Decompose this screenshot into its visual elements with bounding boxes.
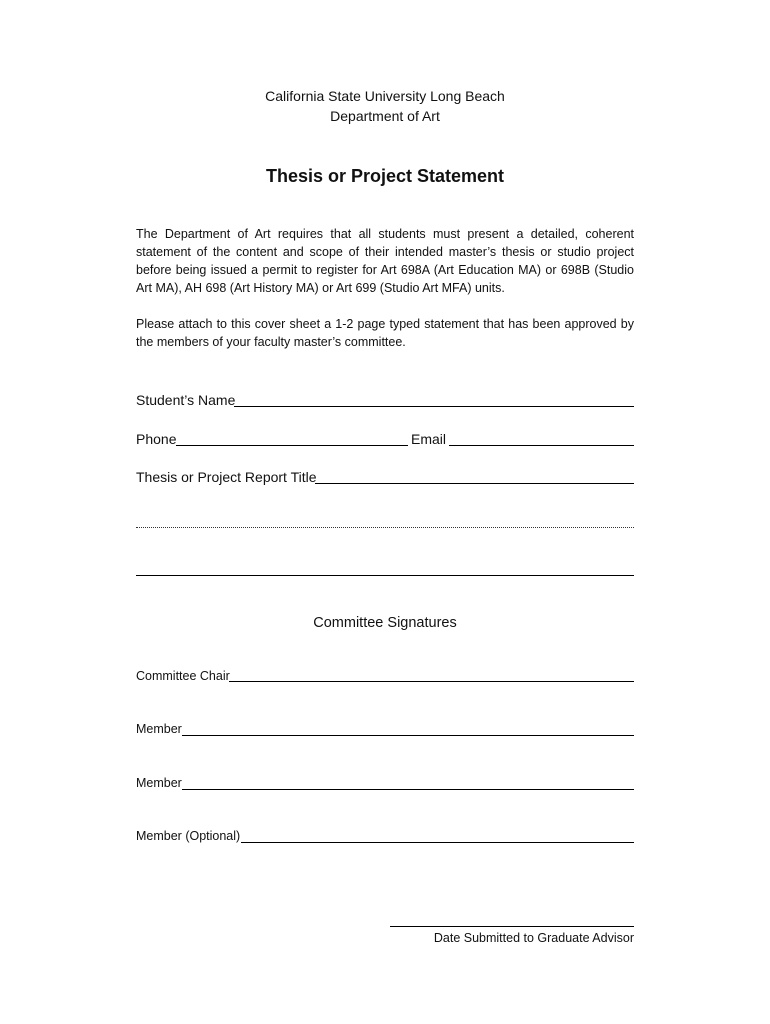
committee-heading: Committee Signatures bbox=[313, 615, 457, 631]
page-title: Thesis or Project Statement bbox=[265, 166, 505, 186]
date-submitted-label: Date Submitted to Graduate Advisor bbox=[433, 931, 634, 945]
department-name: Department of Art bbox=[330, 108, 440, 124]
member-optional-label: Member (Optional) bbox=[136, 829, 241, 843]
intro-paragraph: The Department of Art requires that all students must present a detailed, coherent statement of the content and scope of their intended master’s thesis or studio project before being issued a permit to register for Art 698A (Art Education MA) or 698B (Studio Art MA), AH 698 (Art History MA) or Art 699 (Studio Art MFA) units. bbox=[136, 227, 634, 295]
university-name: California State University Long Beach bbox=[265, 88, 505, 104]
committee-chair-label: Committee Chair bbox=[136, 669, 230, 683]
student-name-line[interactable] bbox=[234, 406, 634, 407]
date-submitted-line[interactable] bbox=[390, 926, 634, 927]
thesis-title-line[interactable] bbox=[315, 483, 634, 484]
member-optional-line[interactable] bbox=[241, 842, 634, 843]
student-name-label: Student’s Name bbox=[136, 392, 236, 408]
thesis-title-line-3[interactable] bbox=[136, 575, 634, 576]
committee-chair-line[interactable] bbox=[229, 681, 634, 682]
member2-line[interactable] bbox=[182, 789, 634, 790]
member1-label: Member bbox=[136, 722, 182, 736]
thesis-title-line-2[interactable] bbox=[136, 527, 634, 528]
member2-label: Member bbox=[136, 776, 182, 790]
member1-line[interactable] bbox=[182, 735, 634, 736]
instructions-paragraph: Please attach to this cover sheet a 1-2 page typed statement that has been approved by the members of your faculty master’s committee. bbox=[136, 317, 634, 349]
phone-label: Phone bbox=[136, 431, 177, 447]
email-label: Email bbox=[411, 431, 447, 447]
phone-line[interactable] bbox=[176, 445, 408, 446]
email-line[interactable] bbox=[449, 445, 634, 446]
thesis-title-label: Thesis or Project Report Title bbox=[136, 469, 317, 485]
